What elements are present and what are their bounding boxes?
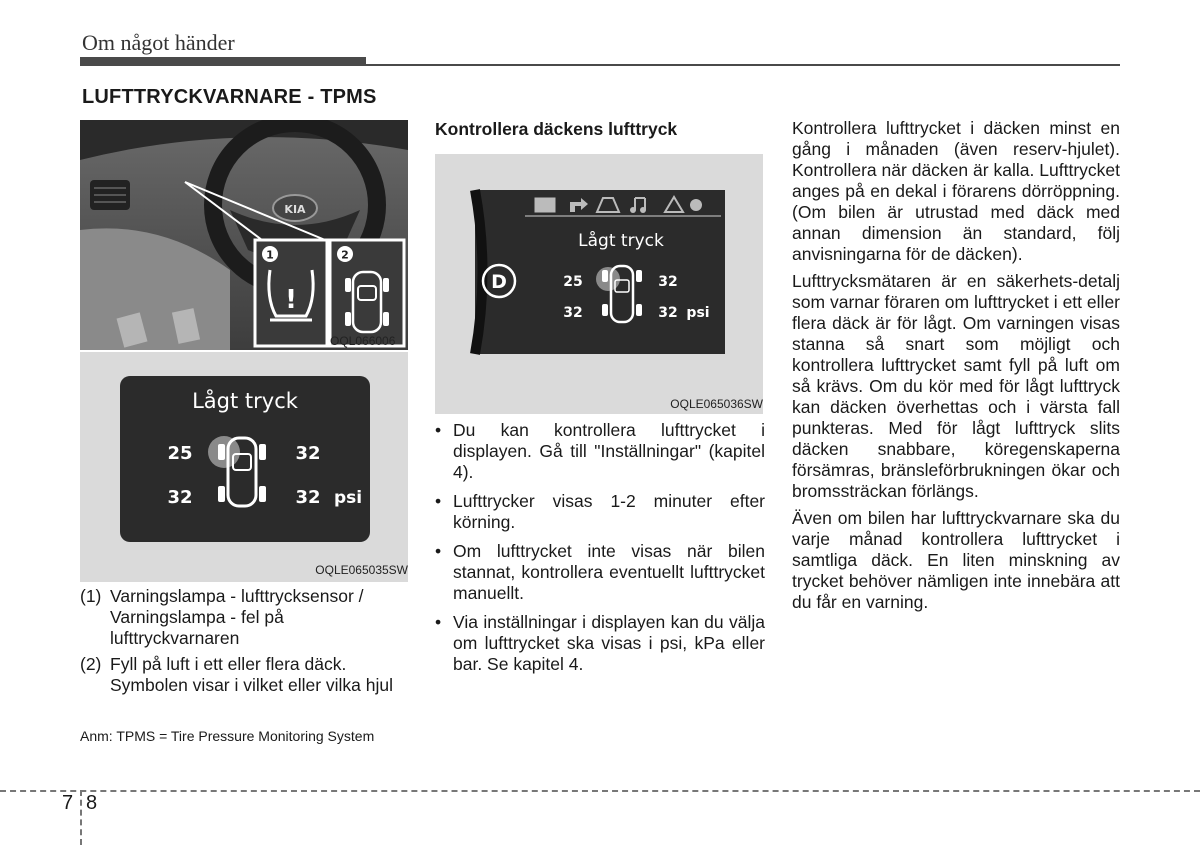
- paragraph: Lufttrycksmätaren är en säkerhets-detalj som varnar föraren om lufttrycket i ett eller flera däck är för lågt. Om varningen visas stanna så snart som möjligt och kontrollera lufttrycket samt fyll på luft om så krävs. Om du kör med för lågt lufttryck kan däcken överhettas och i värsta fall punkteras. Med för lågt lufttryck slits däcken snabbare, köregenskaperna försämras, bränsleförbrukningen ökar och bromssträckan förlängs.: [792, 271, 1120, 501]
- footer-rule: [0, 790, 1200, 792]
- rear-left-pressure: 32: [563, 305, 583, 321]
- front-left-pressure: 25: [167, 443, 193, 464]
- legend-number: (2): [80, 654, 102, 674]
- legend-item: [80, 654, 410, 696]
- cockpit-photo: [80, 120, 408, 350]
- figure-legend: [80, 586, 410, 701]
- rear-right-pressure: 32: [658, 305, 678, 321]
- rear-left-pressure: 32: [167, 487, 193, 508]
- figure-1-caption: OQL066006: [330, 334, 396, 348]
- svg-text:D: D: [491, 271, 507, 293]
- pressure-unit: psi: [686, 305, 710, 321]
- rear-right-pressure: 32: [295, 487, 321, 508]
- tpms-warning-lamp-inset: [255, 240, 327, 346]
- legend-number: (1): [80, 586, 102, 606]
- list-item: • Om lufttrycket inte visas när bilen stannat, kontrollera eventuellt lufttrycket manuellt.: [435, 541, 765, 603]
- abbreviation-note: Anm: TPMS = Tire Pressure Monitoring System: [80, 728, 375, 744]
- car-icon: [535, 198, 555, 212]
- pressure-unit: psi: [333, 488, 363, 508]
- legend-item: [80, 586, 410, 649]
- legend-text: Varningslampa - lufttrycksensor / Varningslampa - fel på lufttryckvarnaren: [110, 586, 364, 648]
- subheading: Kontrollera däckens lufttryck: [435, 119, 678, 139]
- list-item: • Lufttrycker visas 1-2 minuter efter körning.: [435, 491, 765, 532]
- footer-divider: [80, 790, 82, 845]
- callout-1-number: 1: [266, 248, 274, 262]
- figure-2-caption: OQLE065035SW: [315, 563, 408, 577]
- page-heading: LUFTTRYCKVARNARE - TPMS: [82, 86, 377, 108]
- list-item: • Du kan kontrollera lufttrycket i displayen. Gå till "Inställningar" (kapitel 4).: [435, 420, 765, 482]
- dashboard-display-figure: [435, 154, 763, 414]
- header-bar: [80, 57, 366, 66]
- legend-text: Fyll på luft i ett eller flera däck. Symbolen visar i vilket eller vilka hjul: [110, 654, 394, 695]
- display-title: Lågt tryck: [192, 389, 298, 413]
- gear-icon: [690, 199, 702, 211]
- list-item: • Via inställningar i displayen kan du välja om lufttrycket ska visas i psi, kPa eller bar. Se kapitel 4.: [435, 612, 765, 674]
- display-title: Lågt tryck: [578, 231, 664, 251]
- svg-text:!: !: [285, 285, 297, 315]
- air-vent-icon: [90, 180, 130, 210]
- header-rule: [366, 64, 1120, 66]
- bullet-list: [435, 420, 765, 683]
- front-right-pressure: 32: [658, 274, 678, 290]
- front-right-pressure: 32: [295, 443, 321, 464]
- paragraph: Kontrollera lufttrycket i däcken minst en gång i månaden (även reserv-hjulet). Kontrollera när däcken är kalla. Lufttrycket anges på en dekal i förarens dörröppning. (Om bilen är utrustad med däck med annan dimension än standard, följ anvisningarna för de däcken).: [792, 118, 1120, 264]
- tpms-display-figure: [80, 352, 408, 582]
- brand-logo: KIA: [284, 203, 306, 216]
- page-number: 8: [86, 792, 98, 814]
- figure-3-caption: OQLE065036SW: [670, 397, 763, 411]
- body-text: [792, 118, 1120, 619]
- paragraph: Även om bilen har lufttryckvarnare ska du varje månad kontrollera lufttrycket i samtliga däck. En liten minskning av trycket behöver nämligen inte innebära att du får en varning.: [792, 508, 1120, 612]
- callout-2-number: 2: [341, 248, 349, 262]
- section-title: Om något händer: [82, 30, 235, 55]
- front-left-pressure: 25: [563, 274, 583, 290]
- chapter-number: 7: [62, 792, 74, 814]
